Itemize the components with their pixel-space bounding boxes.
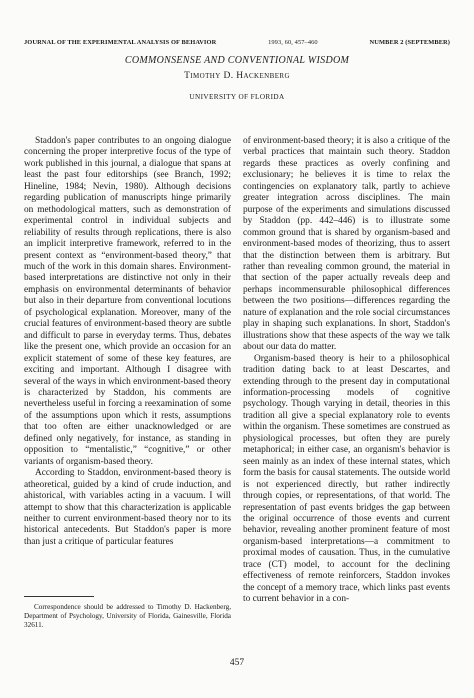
left-column <box>24 136 231 548</box>
paragraph: Staddon's paper contributes to an ongoing dialogue concerning the proper interpretive focus of the type of work published in this journal, a dialogue that spans at least the past four editorships (see Branch, 1992; Hineline, 1984; Nevin, 1980). Although decisions regarding publication of manuscripts hinge primarily on methodological matters, such as demonstration of experimental control in individual subjects and reliability of results through replications, there is also an implicit interpretive framework, referred to in the present context as “environment-based theory,” that much of the work in this domain shares. Environment-based interpretations are distinctive not only in their emphasis on environmental determinants of behavior but also in their departure from conventional locutions of psychological explanation. Moreover, many of the crucial features of environment-based theory are subtle and difficult to parse in everyday terms. Thus, debates like the present one, which provide an occasion for an explicit statement of some of these key features, are exciting and important. Although I disagree with several of the ways in which environment-based theory is characterized by Staddon, his comments are nevertheless useful in forcing a reexamination of some of the assumptions upon which it rests, assumptions that too often are either unacknowledged or are defined only negatively, for instance, as standing in opposition to “mentalistic,” “cognitive,” or other variants of organism-based theory. <box>24 136 231 467</box>
paragraph: of environment-based theory; it is also a critique of the verbal practices that maintain such theory. Staddon regards these practices as overly confining and exclusionary; he believes it is time to relax the contingencies on explanatory talk, partly to achieve greater integration across disciplines. The main purpose of the experiments and simulations discussed by Staddon (pp. 442–446) is to illustrate some common ground that is shared by organism-based and environment-based modes of theorizing, thus to assert that the distinction between them is arbitrary. But rather than revealing common ground, the material in that section of the paper actually reveals deep and perhaps incommensurable philosophical differences between the two positions—differences regarding the nature of explanation and the role social circumstances play in shaping such explanations. In short, Staddon's illustrations show that these aspects of the way we talk about our data do matter. <box>243 136 450 353</box>
footnote-divider <box>24 596 94 597</box>
article-author: Timothy D. Hackenberg <box>184 71 290 81</box>
citation: 1993, 60, 457–460 <box>268 39 318 46</box>
right-column <box>243 136 450 606</box>
paragraph: Organism-based theory is heir to a philosophical tradition dating back to at least Descartes, and extending through to the present day in computational information-processing models of cognitive psychology. Though varying in detail, theories in this tradition all give a special explanatory role to events within the organism. These sometimes are construed as physiological processes, but often they are purely metaphorical; in either case, an organism's behavior is seen mainly as an index of these internal states, which form the basis for causal statements. The outside world is not experienced directly, but rather indirectly through copies, or representations, of that world. The representation of past events bridges the gap between the original occurrence of those events and current behavior, revealing another prominent feature of most organism-based interpretations—a commitment to proximal modes of causation. Thus, in the cumulative trace (CT) model, to account for the declining effectiveness of remote reinforcers, Staddon invokes the concept of a memory trace, which links past events to current behavior in a con- <box>243 353 450 605</box>
running-head <box>24 39 450 47</box>
article-title: COMMONSENSE AND CONVENTIONAL WISDOM <box>124 55 350 66</box>
author-affiliation: UNIVERSITY OF FLORIDA <box>189 93 285 101</box>
correspondence-footnote: Correspondence should be addressed to Timothy D. Hackenberg, Department of Psychology, University of Florida, Gainesville, Florida 32611. <box>24 603 231 630</box>
paragraph: According to Staddon, environment-based theory is atheoretical, guided by a kind of crude induction, and ahistorical, with variables acting in a vacuum. I will attempt to show that this characterization is applicable neither to current environment-based theory nor to its historical antecedents. But Staddon's paper is more than just a critique of particular features <box>24 468 231 547</box>
issue-number: NUMBER 2 (SEPTEMBER) <box>369 39 450 46</box>
page-number: 457 <box>229 658 245 668</box>
journal-name: JOURNAL OF THE EXPERIMENTAL ANALYSIS OF BEHAVIOR <box>24 39 217 46</box>
